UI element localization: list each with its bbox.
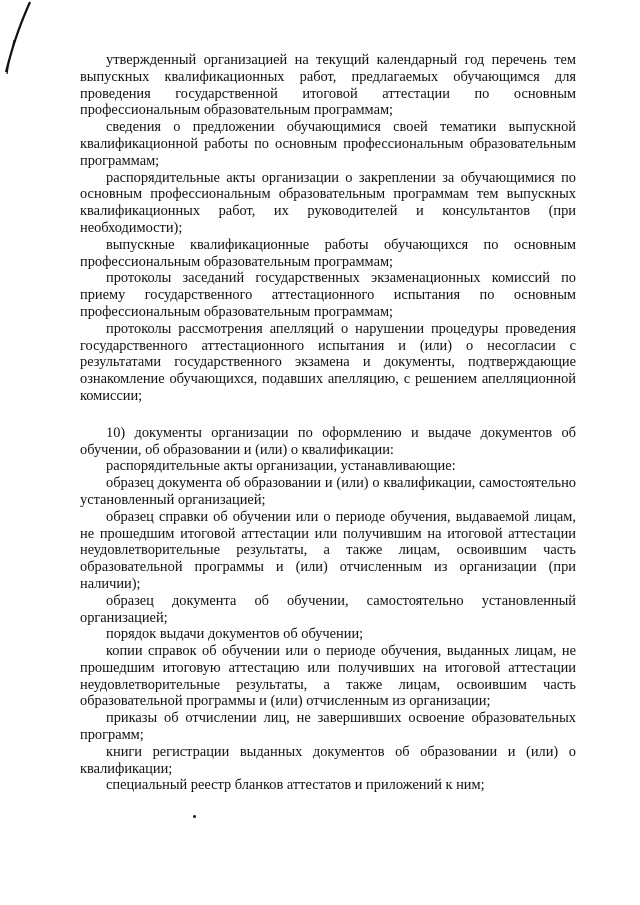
paragraph: распорядительные акты организации о закреплении за обучающимися по основным профессиональным образовательным программам тем выпускных квалификационных работ, их руководителей и консультантов (при необходимости); xyxy=(80,169,576,236)
paragraph: распорядительные акты организации, устанавливающие: xyxy=(106,458,456,475)
paragraph: выпускные квалификационные работы обучающихся по основным профессиональным образовательным программам; xyxy=(80,236,576,270)
paragraph: утвержденный организацией на текущий календарный год перечень тем выпускных квалификационных работ, предлагаемых обучающимся для проведения государственной итоговой аттестации по основным профессиональным образовательным программам; xyxy=(80,52,576,119)
paragraph: сведения о предложении обучающимися своей тематики выпускной квалификационной работы по основным профессиональным образовательным программам; xyxy=(80,119,576,169)
paragraph: копии справок об обучении или о периоде обучения, выданных лицам, не прошедшим итоговую аттестацию или получивших на итоговой аттестации неудовлетворительные результаты, а также лицам, освоившим часть образовательной программы и (или) отчисленным из организации; xyxy=(80,643,576,710)
section-gap xyxy=(80,405,576,425)
section-heading-paragraph: 10) документы организации по оформлению и выдаче документов об обучении, об образовании и (или) о квалификации: xyxy=(80,424,576,458)
scan-dot xyxy=(193,815,196,818)
paragraph: книги регистрации выданных документов об образовании и (или) о квалификации; xyxy=(80,743,576,777)
paragraph: порядок выдачи документов об обучении; xyxy=(106,626,364,643)
paragraph: протоколы заседаний государственных экзаменационных комиссий по приему государственного аттестационного испытания по основным профессиональным образовательным программам; xyxy=(80,270,576,320)
paragraph: образец справки об обучении или о периоде обучения, выдаваемой лицам, не прошедшим итоговой аттестации или получившим на итоговой аттестации неудовлетворительные результаты, а также лицам, освоившим часть образовательной программы и (или) отчисленным из организации (при наличии); xyxy=(80,508,576,592)
paragraph: специальный реестр бланков аттестатов и приложений к ним; xyxy=(106,777,485,794)
paragraph: образец документа об образовании и (или) о квалификации, самостоятельно установленный организацией; xyxy=(80,475,576,508)
paragraph: образец документа об обучении, самостоятельно установленный организацией; xyxy=(80,592,576,626)
scan-edge-mark xyxy=(0,0,40,90)
paragraph: протоколы рассмотрения апелляций о нарушении процедуры проведения государственного аттестационного испытания и (или) о несогласии с результатами государственного экзамена и документы, подтверждающие ознакомление обучающихся, подавших апелляцию, с решением апелляционной комиссии; xyxy=(80,320,576,404)
document-body xyxy=(80,52,576,794)
paragraph: приказы об отчислении лиц, не завершивших освоение образовательных программ; xyxy=(80,710,576,744)
